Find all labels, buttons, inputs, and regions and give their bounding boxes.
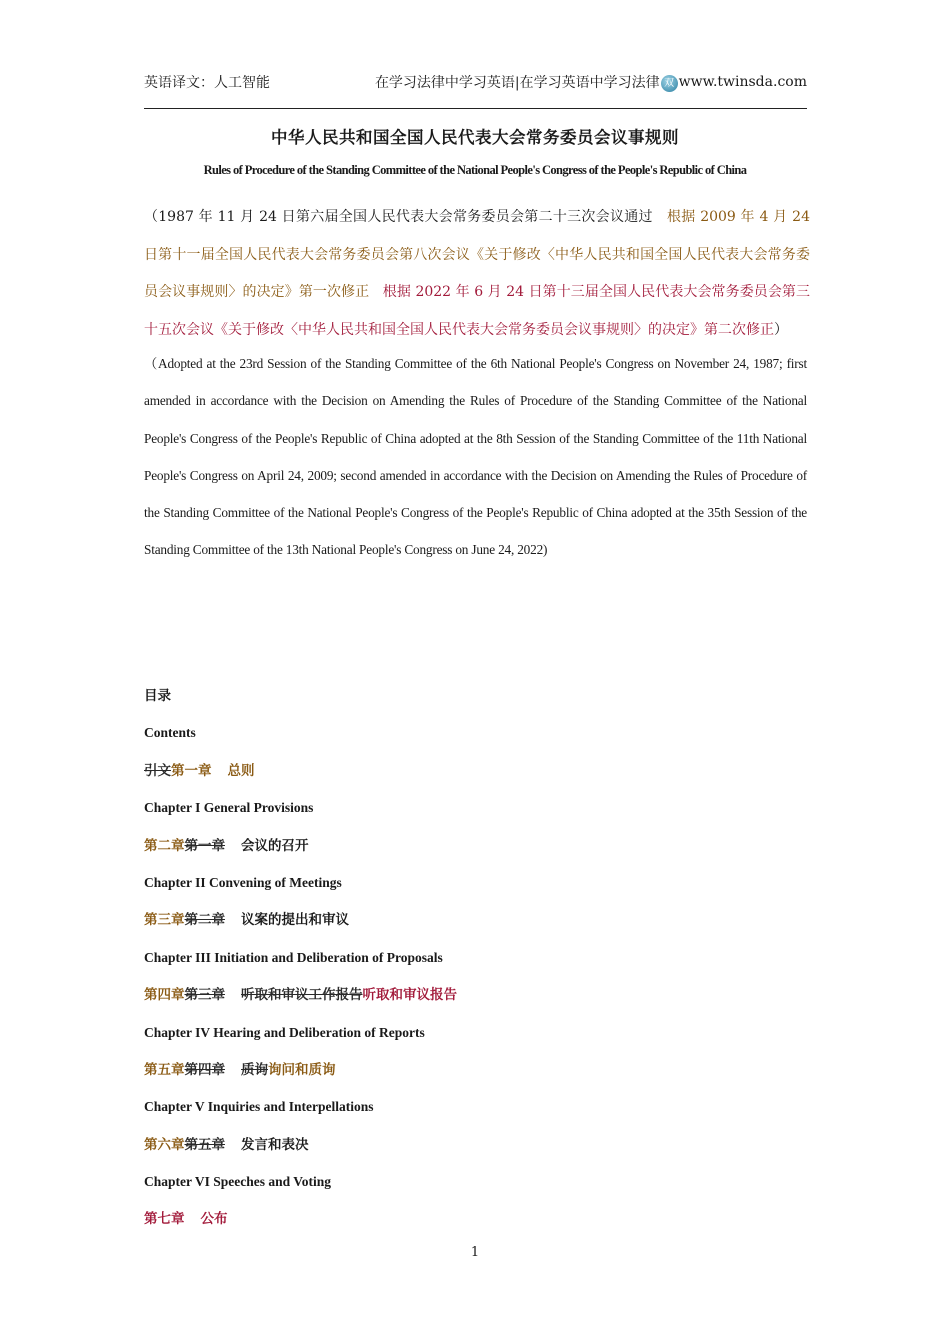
- toc-chapter-title: 公布: [200, 1211, 228, 1228]
- toc-deleted-text: 第二章: [184, 912, 225, 929]
- toc-heading-cn: 目录: [144, 688, 171, 704]
- toc-deleted-text: 第一章: [184, 837, 225, 854]
- document-title-en: Rules of Procedure of the Standing Committee of the National People's Congress of the People's Republic of China: [203, 163, 747, 177]
- table-of-contents: [144, 684, 804, 1245]
- toc-deleted-text: 第四章: [184, 1061, 225, 1078]
- toc-item-ch1-cn[interactable]: [144, 759, 804, 796]
- toc-item-ch5-en[interactable]: Chapter V Inquiries and Interpellations: [144, 1099, 374, 1115]
- toc-item-ch5-cn[interactable]: [144, 1058, 804, 1095]
- toc-chapter-number: 第七章: [144, 1211, 185, 1228]
- toc-chapter-number: 第四章: [144, 987, 185, 1004]
- toc-chapter-number: 第二章: [144, 837, 185, 854]
- toc-deleted-title: 听取和审议工作报告: [241, 987, 363, 1004]
- toc-item-ch2-cn[interactable]: [144, 834, 804, 871]
- toc-chapter-title: 会议的召开: [241, 837, 309, 854]
- toc-chapter-number: 第六章: [144, 1136, 185, 1153]
- toc-chapter-number: 第三章: [144, 912, 185, 929]
- toc-item-ch4-cn[interactable]: [144, 983, 804, 1020]
- toc-deleted-title: 质询: [241, 1061, 268, 1078]
- toc-deleted-text: 第三章: [184, 987, 225, 1004]
- toc-item-ch6-cn[interactable]: [144, 1133, 804, 1170]
- header-site-link[interactable]: www.twinsda.com: [678, 74, 807, 90]
- adoption-note-cn-first-amendment: 根据 2009 年 4 月 24 日第十一届全国人民代表大会常务委员会第八次会议《关于修改〈中华人民共和国全国人民代表大会常务委员会议事规则〉的决定》第一次修正: [144, 209, 810, 300]
- toc-heading-en: Contents: [144, 725, 196, 741]
- toc-chapter-number: 第五章: [144, 1061, 185, 1078]
- toc-item-ch1-en[interactable]: Chapter I General Provisions: [144, 800, 314, 816]
- header-divider: [144, 108, 807, 109]
- toc-item-ch4-en[interactable]: Chapter IV Hearing and Deliberation of Reports: [144, 1024, 425, 1040]
- toc-item-ch3-cn[interactable]: [144, 908, 804, 945]
- toc-chapter-title: 总则: [227, 762, 255, 779]
- toc-deleted-text: 第五章: [184, 1136, 225, 1153]
- toc-chapter-title: 发言和表决: [241, 1136, 309, 1153]
- header-category: 英语译文：人工智能: [144, 75, 270, 91]
- document-title-cn: 中华人民共和国全国人民代表大会常务委员会议事规则: [271, 128, 679, 147]
- page-number: 1: [470, 1245, 480, 1260]
- adoption-note-cn: [144, 199, 810, 349]
- toc-item-ch2-en[interactable]: Chapter II Convening of Meetings: [144, 874, 342, 890]
- header-slogan-text: 在学习法律中学习英语|在学习英语中学习法律: [374, 75, 660, 91]
- header-slogan: [375, 72, 807, 92]
- toc-deleted-text: 引文: [144, 762, 171, 779]
- adoption-note-cn-close: ）: [774, 321, 788, 338]
- adoption-note-cn-original: （1987 年 11 月 24 日第六届全国人民代表大会常务委员会第二十三次会议通过: [144, 209, 653, 225]
- adoption-note-en: （Adopted at the 23rd Session of the Standing Committee of the 6th National People's Congress on November 24, 1987; first amended in accordance with the Decision on Amending the Rules of Procedure of the Standing Committee of the National People's Congress of the People's Republic of China adopted at the 8th Session of the Standing Committee of the 11th National People's Congress on April 24, 2009; second amended in accordance with the Decision on Amending the Rules of Procedure of the Standing Committee of the National People's Congress of the People's Republic of China adopted at the 35th Session of the Standing Committee of the 13th National People's Congress on June 24, 2022): [144, 356, 807, 558]
- adoption-note-cn-second-amendment: 根据 2022 年 6 月 24 日第十三届全国人民代表大会常务委员会第三十五次会议《关于修改〈中华人民共和国全国人民代表大会常务委员会议事规则〉的决定》第二次修正: [144, 284, 810, 338]
- toc-chapter-title: 听取和审议报告: [362, 987, 457, 1004]
- toc-chapter-title: 询问和质询: [268, 1061, 336, 1078]
- toc-item-ch7-cn[interactable]: [144, 1207, 804, 1244]
- twinsda-logo-icon: 双: [661, 75, 678, 92]
- toc-chapter-title: 议案的提出和审议: [241, 912, 349, 929]
- toc-chapter-number: 第一章: [171, 762, 212, 779]
- toc-item-ch6-en[interactable]: Chapter VI Speeches and Voting: [144, 1174, 332, 1190]
- toc-item-ch3-en[interactable]: Chapter III Initiation and Deliberation of Proposals: [144, 949, 443, 965]
